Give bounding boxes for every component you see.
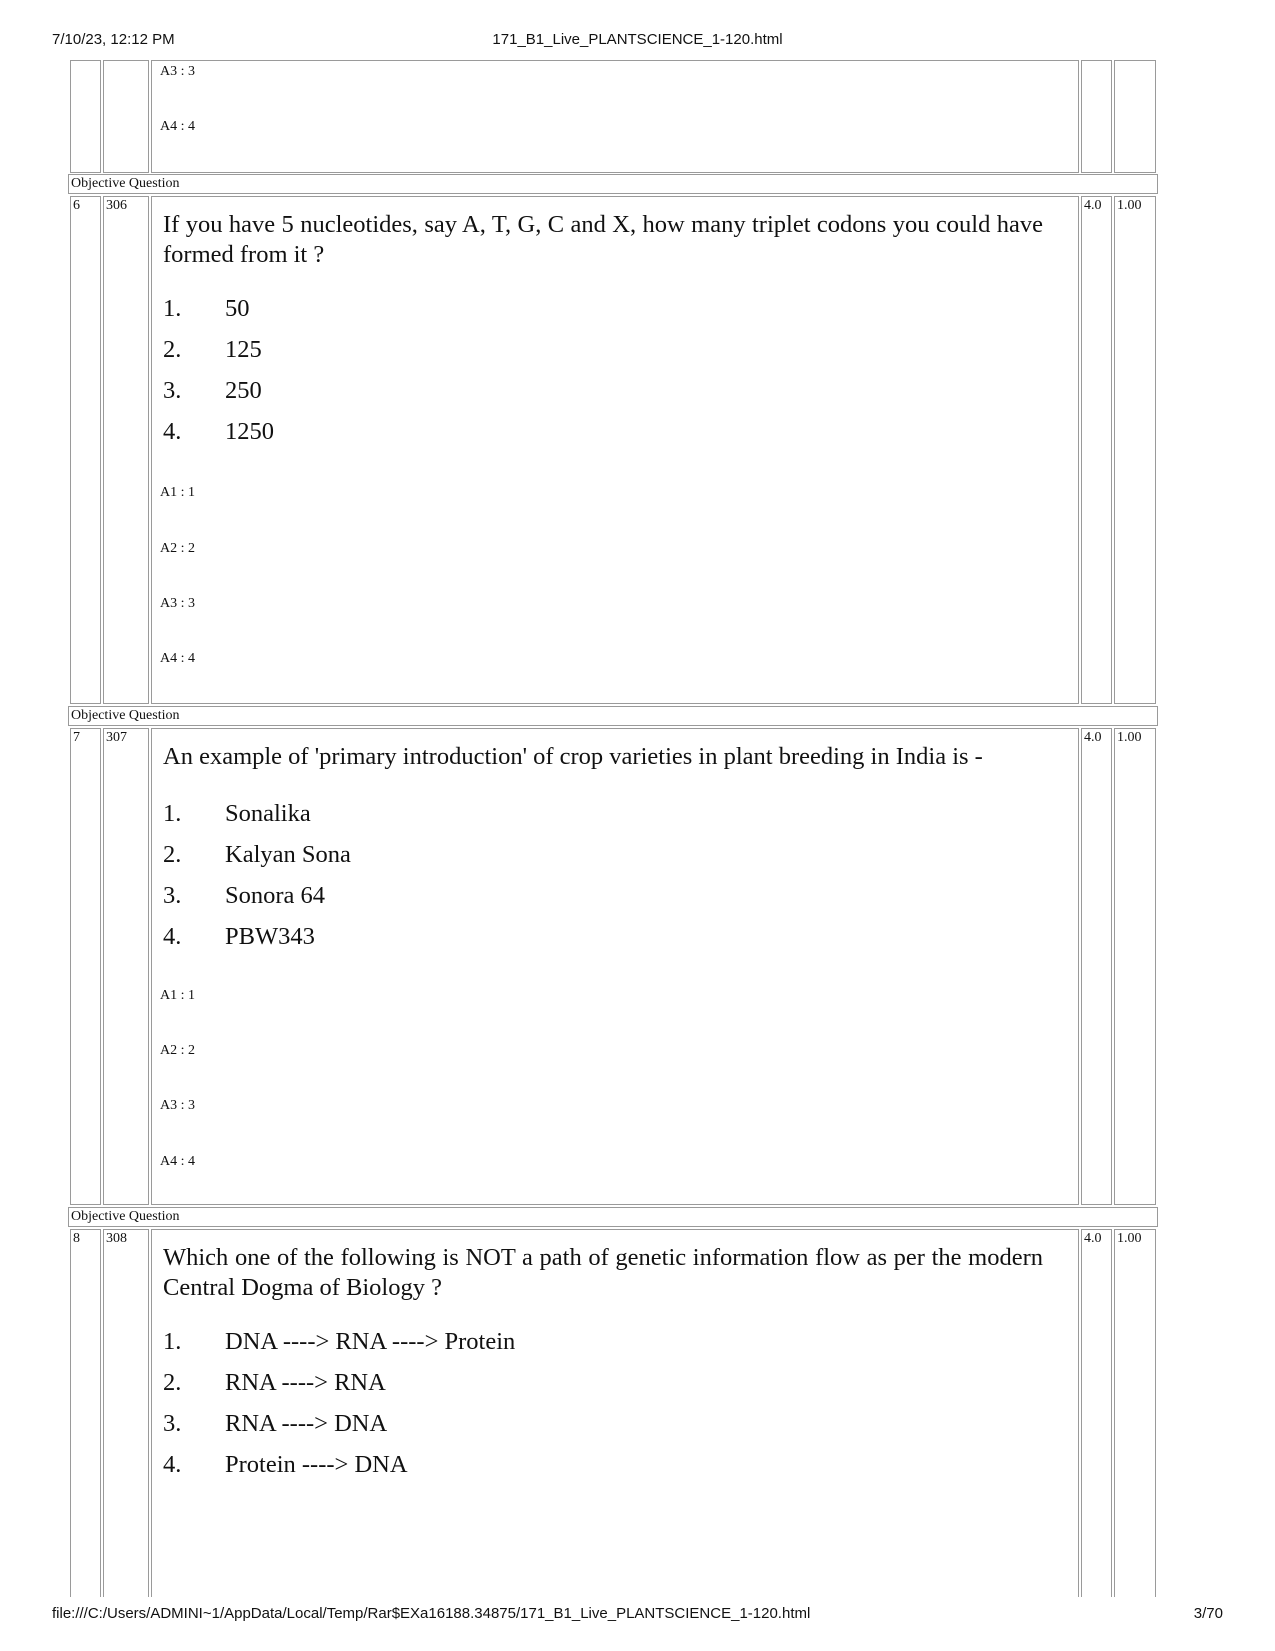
- question-cell: [151, 196, 1079, 704]
- question-negative-marks: 1.00: [1117, 730, 1142, 745]
- question-id: 306: [106, 198, 127, 213]
- carryover-negative-cell: [1114, 60, 1156, 173]
- option-number: 4.: [163, 1451, 182, 1478]
- question-negative-marks: 1.00: [1117, 198, 1142, 213]
- option-number: 2.: [163, 336, 182, 363]
- sno-cell: [70, 1229, 101, 1597]
- question-id: 307: [106, 730, 127, 745]
- option-3: [163, 1409, 387, 1439]
- option-text: Sonora 64: [225, 882, 326, 909]
- question-marks: 4.0: [1084, 198, 1102, 213]
- marks-cell: [1081, 1229, 1112, 1597]
- print-doc-title: 171_B1_Live_PLANTSCIENCE_1-120.html: [492, 31, 783, 48]
- answer-id: A2 : 2: [160, 1043, 195, 1058]
- option-number: 4.: [163, 418, 182, 445]
- qid-cell: [103, 1229, 149, 1597]
- option-1: [163, 294, 250, 324]
- carryover-qid-cell: [103, 60, 149, 173]
- option-text: RNA ----> RNA: [225, 1369, 386, 1396]
- option-text: Kalyan Sona: [225, 841, 351, 868]
- answer-id: A4 : 4: [160, 119, 195, 134]
- question-sno: 7: [73, 730, 80, 745]
- option-number: 2.: [163, 1369, 182, 1396]
- question-negative-marks: 1.00: [1117, 1231, 1142, 1246]
- option-number: 3.: [163, 377, 182, 404]
- sno-cell: [70, 728, 101, 1205]
- option-text: 125: [225, 336, 262, 363]
- section-label-row: [68, 706, 1158, 726]
- answer-id: A4 : 4: [160, 1154, 195, 1169]
- option-number: 3.: [163, 1410, 182, 1437]
- carryover-sno-cell: [70, 60, 101, 173]
- option-number: 1.: [163, 800, 182, 827]
- option-text: Protein ----> DNA: [225, 1451, 408, 1478]
- question-sno: 6: [73, 198, 80, 213]
- section-label: Objective Question: [71, 176, 180, 191]
- answer-id: A1 : 1: [160, 485, 195, 500]
- option-text: DNA ----> RNA ----> Protein: [225, 1328, 516, 1355]
- option-1: [163, 1327, 515, 1357]
- option-number: 3.: [163, 882, 182, 909]
- print-datetime: 7/10/23, 12:12 PM: [52, 31, 175, 48]
- section-label: Objective Question: [71, 1209, 180, 1224]
- option-number: 1.: [163, 1328, 182, 1355]
- option-4: [163, 922, 315, 952]
- answer-id: A2 : 2: [160, 541, 195, 556]
- question-cell: [151, 728, 1079, 1205]
- option-text: Sonalika: [225, 800, 311, 827]
- option-2: [163, 840, 351, 870]
- question-text: An example of 'primary introduction' of crop varieties in plant breeding in India is -: [163, 743, 983, 770]
- print-file-path: file:///C:/Users/ADMINI~1/AppData/Local/Temp/Rar$EXa16188.34875/171_B1_Live_PLANTSCIENCE_1-120.html: [52, 1605, 811, 1622]
- print-page-number: 3/70: [1193, 1605, 1223, 1622]
- question-marks: 4.0: [1084, 1231, 1102, 1246]
- qid-cell: [103, 196, 149, 704]
- question-text: Which one of the following is NOT a path of genetic information flow as per the modern Central Dogma of Biology ?: [163, 1244, 1043, 1301]
- carryover-question-cell: [151, 60, 1079, 173]
- option-3: [163, 881, 325, 911]
- option-text: RNA ----> DNA: [225, 1410, 388, 1437]
- question-table: [70, 60, 1205, 1595]
- answer-id: A1 : 1: [160, 988, 195, 1003]
- option-text: 1250: [225, 418, 274, 445]
- section-label-row: [68, 174, 1158, 194]
- option-text: PBW343: [225, 923, 315, 950]
- option-4: [163, 417, 274, 447]
- option-number: 1.: [163, 295, 182, 322]
- option-2: [163, 1368, 386, 1398]
- answer-id: A3 : 3: [160, 596, 195, 611]
- qid-cell: [103, 728, 149, 1205]
- option-text: 50: [225, 295, 250, 322]
- marks-cell: [1081, 196, 1112, 704]
- section-label-row: [68, 1207, 1158, 1227]
- question-sno: 8: [73, 1231, 80, 1246]
- negative-marks-cell: [1114, 196, 1156, 704]
- question-marks: 4.0: [1084, 730, 1102, 745]
- answer-id: A3 : 3: [160, 1098, 195, 1113]
- negative-marks-cell: [1114, 728, 1156, 1205]
- marks-cell: [1081, 728, 1112, 1205]
- option-number: 2.: [163, 841, 182, 868]
- question-id: 308: [106, 1231, 127, 1246]
- option-number: 4.: [163, 923, 182, 950]
- section-label: Objective Question: [71, 708, 180, 723]
- question-cell: [151, 1229, 1079, 1597]
- option-1: [163, 799, 311, 829]
- carryover-marks-cell: [1081, 60, 1112, 173]
- option-text: 250: [225, 377, 262, 404]
- question-text: If you have 5 nucleotides, say A, T, G, C and X, how many triplet codons you could have formed from it ?: [163, 211, 1043, 268]
- option-4: [163, 1450, 408, 1480]
- option-3: [163, 376, 262, 406]
- negative-marks-cell: [1114, 1229, 1156, 1597]
- sno-cell: [70, 196, 101, 704]
- option-2: [163, 335, 262, 365]
- answer-id: A3 : 3: [160, 64, 195, 79]
- answer-id: A4 : 4: [160, 651, 195, 666]
